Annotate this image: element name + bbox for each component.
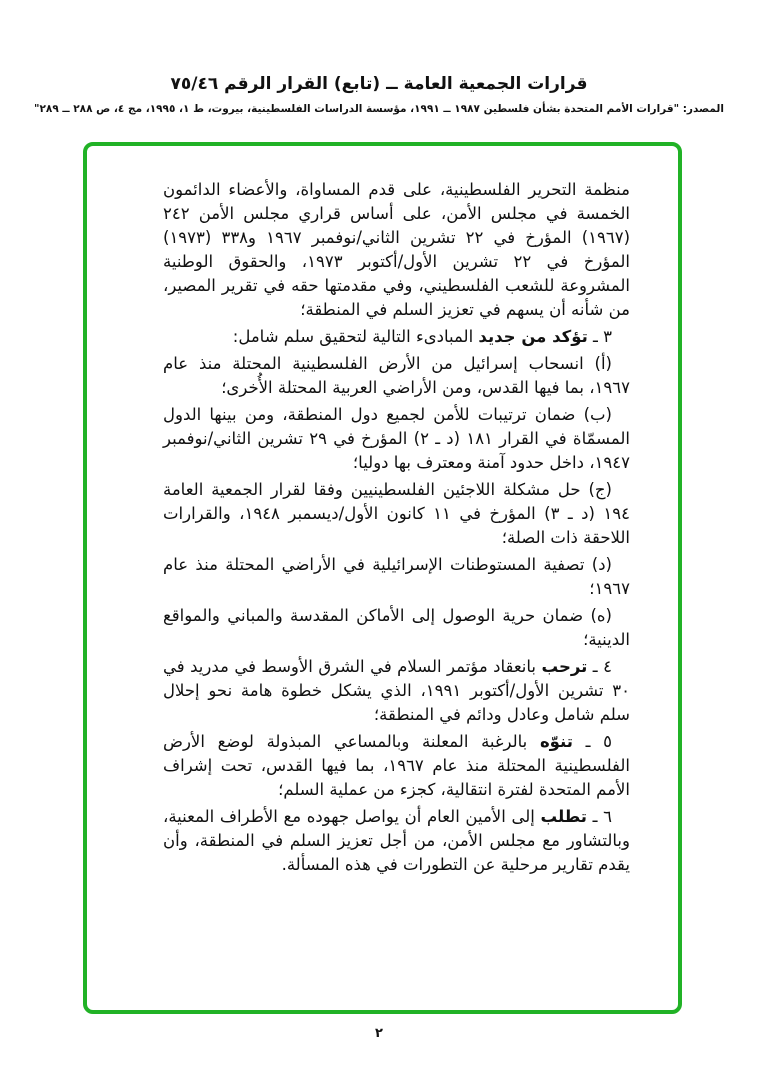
text-run: (أ) انسحاب إسرائيل من الأرض الفلسطينية المحتلة منذ عام ١٩٦٧، بما فيها القدس، ومن الأراضي العربية المحتلة الأُخرى؛ bbox=[163, 354, 630, 397]
bold-text-run: تنوّه bbox=[539, 732, 573, 751]
text-run: بانعقاد مؤتمر السلام في الشرق الأوسط في مدريد في ٣٠ تشرين الأول/أكتوبر ١٩٩١، الذي يشكل خطوة هامة نحو إحلال سلم شامل وعادل ودائم في المنطقة؛ bbox=[163, 657, 631, 724]
text-run: (ه) ضمان حرية الوصول إلى الأماكن المقدسة والمباني والمواقع الدينية؛ bbox=[163, 606, 630, 649]
paragraph bbox=[163, 604, 630, 652]
text-run: (ب) ضمان ترتيبات للأمن لجميع دول المنطقة، ومن بينها الدول المسمّاة في القرار ١٨١ (د ـ ٢) المؤرخ في ٢٩ تشرين الثاني/نوفمبر ١٩٤٧، داخل حدود آمنة ومعترف بها دوليا؛ bbox=[163, 405, 631, 472]
text-run: ٣ ـ bbox=[587, 327, 612, 346]
decision-text-frame bbox=[83, 142, 682, 1014]
text-run: منظمة التحرير الفلسطينية، على قدم المساواة، والأعضاء الدائمون الخمسة في مجلس الأمن، على أساس قراري مجلس الأمن ٢٤٢ (١٩٦٧) المؤرخ في ٢٢ تشرين الثاني/نوفمبر ١٩٦٧ و٣٣٨ (١٩٧٣) المؤرخ في ٢٢ تشرين الأول/أكتوبر ١٩٧٣، والحقوق الوطنية المشروعة للشعب الفلسطيني، وفي مقدمتها حقه في تقرير المصير، من شأنه أن يسهم في تعزيز السلم في المنطقة؛ bbox=[163, 180, 631, 319]
paragraph bbox=[163, 730, 630, 802]
text-run: ٤ ـ bbox=[587, 657, 612, 676]
bold-text-run: ترحب bbox=[541, 657, 588, 676]
text-run: المبادىء التالية لتحقيق سلم شامل: bbox=[232, 327, 479, 346]
page-number: ٢ bbox=[375, 1026, 383, 1041]
paragraph bbox=[163, 805, 630, 877]
page-title: قرارات الجمعية العامة ــ (تابع) القرار الرقم ٧٥/٤٦ bbox=[170, 74, 588, 94]
paragraph bbox=[163, 553, 630, 601]
text-run: بالرغبة المعلنة وبالمساعي المبذولة لوضع الأرض الفلسطينية المحتلة منذ عام ١٩٦٧، بما فيها القدس، تحت إشراف الأمم المتحدة لفترة انتقالية، كجزء من عملية السلم؛ bbox=[163, 732, 631, 799]
text-run: (د) تصفية المستوطنات الإسرائيلية في الأراضي المحتلة منذ عام ١٩٦٧؛ bbox=[163, 555, 630, 598]
text-run: (ج) حل مشكلة اللاجئين الفلسطينيين وفقا لقرار الجمعية العامة ١٩٤ (د ـ ٣) المؤرخ في ١١ كانون الأول/ديسمبر ١٩٤٨، والقرارات اللاحقة ذات الصلة؛ bbox=[163, 480, 630, 547]
paragraph bbox=[163, 325, 630, 349]
paragraph bbox=[163, 478, 630, 550]
text-run: ٥ ـ bbox=[572, 732, 612, 751]
bold-text-run: تطلب bbox=[540, 807, 587, 826]
bold-text-run: تؤكد من جديد bbox=[478, 327, 588, 346]
paragraph bbox=[163, 655, 630, 727]
document-body bbox=[163, 178, 630, 880]
paragraph bbox=[163, 352, 630, 400]
text-run: إلى الأمين العام أن يواصل جهوده مع الأطراف المعنية، وبالتشاور مع مجلس الأمن، من أجل تعزيز السلم في المنطقة، وأن يقدم تقارير مرحلية عن التطورات في هذه المسألة. bbox=[163, 807, 630, 874]
source-citation: المصدر: "قرارات الأمم المتحدة بشأن فلسطين ١٩٨٧ ــ ١٩٩١، مؤسسة الدراسات الفلسطينية، بيروت، ط ١، ١٩٩٥، مج ٤، ص ٢٨٨ ــ ٢٨٩" bbox=[34, 103, 724, 115]
paragraph bbox=[163, 178, 630, 322]
text-run: ٦ ـ bbox=[586, 807, 612, 826]
paragraph bbox=[163, 403, 630, 475]
